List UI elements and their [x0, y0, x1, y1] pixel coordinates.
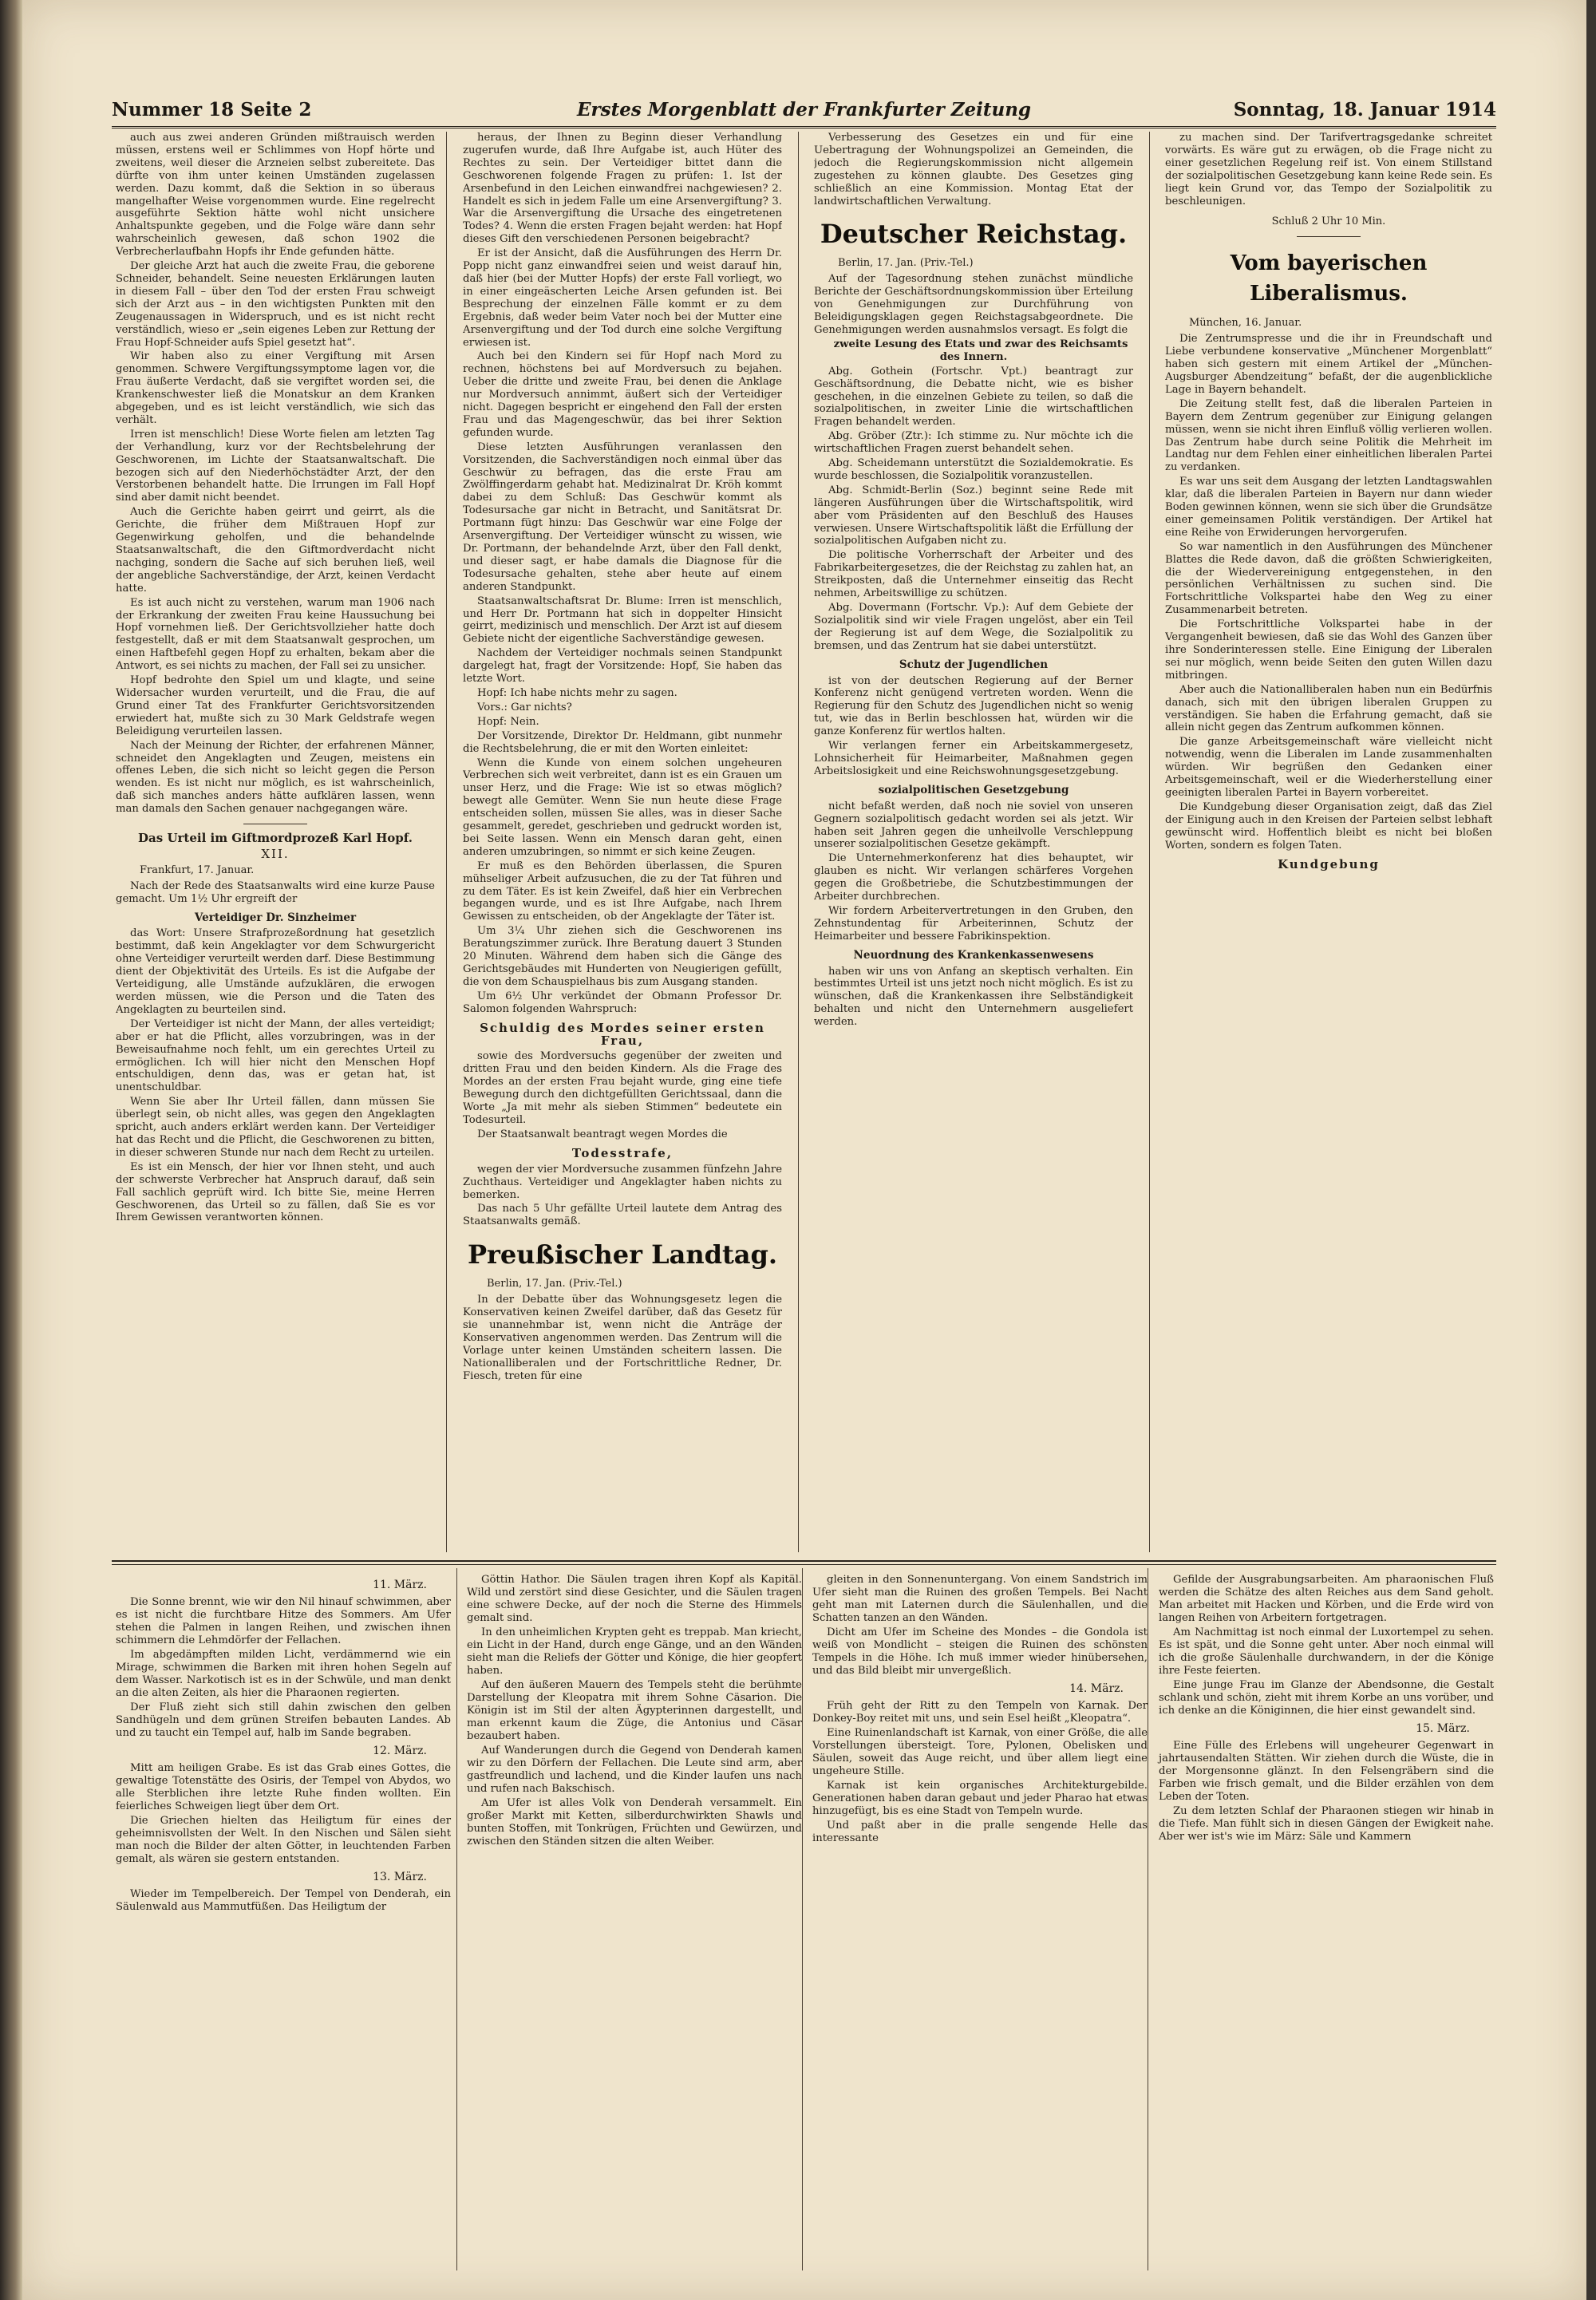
article-paragraph: nicht befaßt werden, daß noch nie soviel von unseren Gegnern sozialpolitisch gedacht worden sei als jetzt. Wir haben seit Jahren gegen die unheilvolle Verschleppung unserer sozialpolitischen Gesetze gekämpft.: [814, 800, 1133, 851]
article-paragraph: Auf der Tagesordnung stehen zunächst mündliche Berichte der Geschäftsordnungskommission über Erteilung von Genehmigungen zur Durchführung von Beleidigungsklagen gegen Reichstagsabgeordnete. Die Genehmigungen werden ausnahmslos versagt. Es folgt die: [814, 273, 1133, 336]
article-paragraph: Das nach 5 Uhr gefällte Urteil lautete dem Antrag des Staatsanwalts gemäß.: [463, 1203, 782, 1228]
article-paragraph: Wenn die Kunde von einem solchen ungeheuren Verbrechen sich weit verbreitet, dann ist es ein Grauen um unser Herz, und die Frage: Wie ist so etwas möglich? bewegt alle Gemüter. Wenn Sie nun heute diese Frage entscheiden sollen, müssen Sie alles, was in dieser Sache gesammelt, geredet, geschrieben und gedruckt worden ist, bei Seite lassen. Wenn ein Mensch daran geht, einen anderen umzubringen, so nimmt er sich keine Zeugen.: [463, 757, 782, 858]
dateline: Berlin, 17. Jan. (Priv.-Tel.): [838, 257, 974, 270]
article-paragraph: Verbesserung des Gesetzes ein und für eine Uebertragung der Wohnungspolizei an Gemeinden, die jedoch die Regierungskommission nicht allgemein zugestehen zu können glaubte. Des Gesetzes ging schließlich an eine Kommission. Montag Etat der landwirtschaftlichen Verwaltung.: [814, 132, 1133, 207]
page-edge: [0, 0, 22, 2300]
article-subhead: Kundgebung: [1278, 856, 1380, 871]
article-paragraph: Vors.: Gar nichts?: [477, 701, 572, 713]
article-paragraph: Auch bei den Kindern sei für Hopf nach Mord zu rechnen, höchstens bei auf Mordversuch zu bejahen. Ueber die dritte und zweite Frau, bei denen die Anklage nur Mordversuch annimmt, äußert sich der Verteidiger nicht. Dagegen bespricht er eingehend den Fall der ersten Frau und das Magengeschwür, das bei ihrer Sektion gefunden wurde.: [463, 350, 782, 439]
feuilleton-paragraph: gleiten in den Sonnenuntergang. Von einem Sandstrich im Ufer sieht man die Ruinen des großen Tempels. Bei Nacht geht man mit Laternen durch die Säulenhallen, und die Schatten tanzen an den Wänden.: [812, 1574, 1148, 1624]
speaker-heading: Verteidiger Dr. Sinzheimer: [194, 911, 357, 924]
article-paragraph: Die Kundgebung dieser Organisation zeigt, daß das Ziel der Einigung auch in den Kreisen der Parteien selbst lebhaft gewünscht wird. Hoffentlich bleibt es nicht bei bloßen Worten, sondern es folgen Taten.: [1165, 800, 1492, 852]
column-4: [1165, 132, 1492, 1552]
article-paragraph: Er ist der Ansicht, daß die Ausführungen des Herrn Dr. Popp nicht ganz einwandfrei seien und weist darauf hin, daß hier (bei der Mutter Hopfs) der erste Fall vorliegt, wo in einer eingeäscherten Leiche Arsen gefunden ist. Bei Besprechung der einzelnen Fälle kommt er zu dem Ergebnis, daß weder beim Vater noch bei der Mutter eine Arsenvergiftung und der Tod durch eine solche Vergiftung erwiesen ist.: [463, 247, 782, 349]
article-paragraph: heraus, der Ihnen zu Beginn dieser Verhandlung zugerufen wurde, daß Ihre Aufgabe ist, auch Hüter des Rechtes zu sein. Der Verteidiger bittet dann die Geschworenen folgende Fragen zu prüfen: 1. Ist der Arsenbefund in den Leichen einwandfrei nachgewiesen? 2. Handelt es sich in jedem Falle um eine Arsenvergiftung? 3. War die Arsenvergiftung die Ursache des eingetretenen Todes? 4. Wenn die ersten Fragen bejaht werden: hat Hopf dieses Gift den verschiedenen Personen beigebracht?: [463, 132, 782, 246]
verdict-heading: Schuldig des Mordes seiner ersten Frau,: [480, 1020, 765, 1048]
article-paragraph: das Wort: Unsere Strafprozeßordnung hat gesetzlich bestimmt, daß kein Angeklagter vor dem Schwurgericht ohne Verteidiger verurteilt werden darf. Diese Bestimmung dient der Objektivität des Urteils. Es ist die Aufgabe der Verteidigung, alle Umstände aufzuklären, die erwogen werden müssen, wie die Person und die Taten des Angeklagten zu beurteilen sind.: [116, 927, 435, 1016]
feuilleton-paragraph: Karnak ist kein organisches Architekturgebilde. Generationen haben daran gebaut und jeder Pharao hat etwas hinzugefügt, bis es eine Stadt von Tempeln wurde.: [812, 1780, 1148, 1817]
dateline: Frankfurt, 17. Januar.: [140, 863, 255, 876]
feuilleton-paragraph: Zu dem letzten Schlaf der Pharaonen stiegen wir hinab in die Tiefe. Man fühlt sich in diesen Gängen der Ewigkeit nahe. Aber wer ist's wie im März: Säle und Kammern: [1159, 1805, 1494, 1843]
article-subhead: sozialpolitischen Gesetzgebung: [878, 783, 1069, 796]
article-subhead: Schutz der Jugendlichen: [899, 658, 1049, 671]
masthead: [112, 94, 1496, 128]
feuilleton-paragraph: Die Griechen hielten das Heiligtum für eines der geheimnisvollsten der Welt. In den Nischen und Sälen sieht man noch die Bilder der alten Götter, in leuchtenden Farben gemalt, als wären sie gestern entstanden.: [116, 1815, 451, 1865]
feuilleton-paragraph: Und paßt aber in die pralle sengende Helle das interessante: [812, 1820, 1148, 1844]
feuilleton-paragraph: Dicht am Ufer im Scheine des Mondes – die Gondola ist weiß von Mondlicht – steigen die Ruinen des schönsten Tempels in die Höhe. Ich muß immer wieder hinübersehen, und das Bild bleibt mir unvergeßlich.: [812, 1626, 1148, 1677]
feuilleton-paragraph: Eine junge Frau im Glanze der Abendsonne, die Gestalt schlank und schön, zieht mit ihrem Korbe an uns vorüber, und ich denke an die Königinnen, die hier einst gewandelt sind.: [1159, 1679, 1494, 1717]
feuilleton-paragraph: In den unheimlichen Krypten geht es treppab. Man kriecht, ein Licht in der Hand, durch enge Gänge, und an den Wänden sieht man die Reliefs der Götter und Könige, die hier geopfert haben.: [467, 1626, 802, 1677]
feuilleton-paragraph: Mitt am heiligen Grabe. Es ist das Grab eines Gottes, die gewaltige Totenstätte des Osiris, der Tempel von Abydos, wo alle Sterblichen ihre letzte Ruhe finden wollten. Ein feierliches Schweigen liegt über dem Ort.: [116, 1762, 451, 1812]
masthead-issue: Nummer 18 Seite 2: [112, 99, 312, 121]
feuilleton-column-3: [812, 1574, 1148, 1847]
feuilleton-paragraph: Die Sonne brennt, wie wir den Nil hinauf schwimmen, aber es ist nicht die furchtbare Hitze des Sommers. Am Ufer stehen die Palmen in langen Reihen, und zwischen ihnen schimmern die Lehmdörfer der Fellachen.: [116, 1596, 451, 1646]
article-subhead: Das Urteil im Giftmordprozeß Karl Hopf.: [138, 831, 413, 846]
section-headline: Preußischer Landtag.: [467, 1239, 778, 1271]
article-paragraph: Es war uns seit dem Ausgang der letzten Landtagswahlen klar, daß die liberalen Parteien in Bayern nur dann wieder Boden gewinnen können, wenn sie sich über die Grundsätze einer gemeinsamen Politik verständigen. Der Artikel hat eine Reihe von Erwiderungen hervorgerufen.: [1165, 476, 1492, 539]
article-subhead: zweite Lesung des Etats und zwar des Reichsamts des Innern.: [833, 338, 1128, 363]
article-paragraph: Die Zeitung stellt fest, daß die liberalen Parteien in Bayern dem Zentrum gegenüber zur Einigung gelangen müssen, wenn sie nicht ihren Einfluß völlig verlieren wollen. Das Zentrum habe durch seine Politik die Mehrheit im Landtag nur dem Fehlen einer einheitlichen liberalen Partei zu verdanken.: [1165, 397, 1492, 474]
feuilleton-paragraph: Am Ufer ist alles Volk von Denderah versammelt. Ein großer Markt mit Ketten, silberdurchwirkten Shawls und bunten Stoffen, mit Tonkrügen, Früchten und Gewürzen, und zwischen den Ständen sitzen die alten Weiber.: [467, 1797, 802, 1848]
feuilleton-paragraph: Auf Wanderungen durch die Gegend von Denderah kamen wir zu den Dörfern der Fellachen. Die Leute sind arm, aber gastfreundlich und lachend, und die Kinder laufen uns nach und rufen nach Bakschisch.: [467, 1745, 802, 1795]
article-paragraph: Es ist ein Mensch, der hier vor Ihnen steht, und auch der schwerste Verbrecher hat Anspruch darauf, daß sein Fall sachlich geprüft wird. Ich bitte Sie, meine Herren Geschworenen, das Urteil so zu fällen, daß Sie es vor Ihrem Gewissen verantworten können.: [116, 1160, 435, 1224]
column-rule: [802, 1568, 803, 2270]
masthead-date: Sonntag, 18. Januar 1914: [1233, 99, 1496, 121]
feuilleton-paragraph: Früh geht der Ritt zu den Tempeln von Karnak. Der Donkey-Boy reitet mit uns, und sein Esel heißt „Kleopatra“.: [812, 1700, 1148, 1725]
dateline: München, 16. Januar.: [1189, 317, 1302, 330]
article-paragraph: Nach der Meinung der Richter, der erfahrenen Männer, schneidet den Angeklagten und Zeugen, meistens ein offenes Leben, die sich nicht so leicht gegen die Person wenden. Es ist nicht nur möglich, es ist wahrscheinlich, daß sich manches anders hätte aufklären lassen, wenn man damals den Sachen genauer nachgegangen wäre.: [116, 739, 435, 816]
article-paragraph: Aber auch die Nationalliberalen haben nun ein Bedürfnis danach, sich mit den übrigen liberalen Gruppen zu verständigen. Sie haben die Erfahrung gemacht, daß sie allein nicht gegen das Zentrum aufkommen können.: [1165, 683, 1492, 734]
article-paragraph: Wir verlangen ferner ein Arbeitskammergesetz, Lohnsicherheit für Heimarbeiter, Maßnahmen gegen Arbeitslosigkeit und eine Reichswohnungsgesetzgebung.: [814, 740, 1133, 777]
article-paragraph: Wir fordern Arbeitervertretungen in den Gruben, den Zehnstundentag für Arbeiterinnen, Schutz der Heimarbeiter und bessere Fabrikinspektion.: [814, 904, 1133, 943]
feuilleton-paragraph: Eine Fülle des Erlebens will ungeheurer Gegenwart in jahrtausendalten Stätten. Wir ziehen durch die Wüste, die in der Morgensonne glänzt. In den Felsengräbern sind die Farben wie frisch gemalt, und die Bilder erzählen von dem Leben der Toten.: [1159, 1740, 1494, 1803]
article-paragraph: Auch die Gerichte haben geirrt und geirrt, als die Gerichte, die früher dem Mißtrauen Hopf zur Gegenwirkung geholfen, und die behandelnde Staatsanwaltschaft, die den Giftmordverdacht nicht nachging, sondern die Sache auf sich beruhen ließ, weil der angebliche Sachverständige, der Arzt, keinen Verdacht hatte.: [116, 506, 435, 595]
article-paragraph: Die Unternehmerkonferenz hat dies behauptet, wir glauben es nicht. Wir verlangen schärferes Vorgehen gegen die Großbetriebe, die Schutzbestimmungen der Arbeiter durchbrechen.: [814, 852, 1133, 903]
column-2: [463, 132, 782, 1552]
sentence-heading: Todesstrafe,: [571, 1145, 674, 1160]
feuilleton-column-2: [467, 1574, 802, 1850]
article-paragraph: Abg. Scheidemann unterstützt die Sozialdemokratie. Es wurde beschlossen, die Sozialpolitik voranzustellen.: [814, 457, 1133, 482]
article-paragraph: Diese letzten Ausführungen veranlassen den Vorsitzenden, die Sachverständigen noch einmal über das Geschwür zu befragen, das die erste Frau am Zwölffingerdarm gehabt hat. Medizinalrat Dr. Kröh kommt dabei zu dem Schluß: Das Geschwür kommt als Todesursache gar nicht in Betracht, und Sanitätsrat Dr. Portmann fügt hinzu: Das Geschwür war eine Folge der Arsenvergiftung. Der Verteidiger wünscht zu wissen, wie Dr. Portmann, der behandelnde Arzt, über den Fall denkt, und dieser sagt, er habe damals die Diagnose für die Todesursache gehalten, stehe aber heute auf einem anderen Standpunkt.: [463, 441, 782, 593]
article-paragraph: wegen der vier Mordversuche zusammen fünfzehn Jahre Zuchthaus. Verteidiger und Angeklagter haben nichts zu bemerken.: [463, 1163, 782, 1201]
article-paragraph: Der Verteidiger ist nicht der Mann, der alles verteidigt; aber er hat die Pflicht, alles vorzubringen, was in der Beweisaufnahme noch fehlt, um ein gerechtes Urteil zu ermöglichen. Ich will hier nicht den Menschen Hopf entschuldigen, denn das, was er getan hat, ist unentschuldbar.: [116, 1018, 435, 1094]
article-paragraph: auch aus zwei anderen Gründen mißtrauisch werden müssen, erstens weil er Schlimmes von Hopf hörte und zweitens, weil dieser die Arzneien selbst zubereitete. Das dürfte von ihm unter keinen Umständen zugelassen werden. Dazu kommt, daß die Sektion in so überaus mangelhafter Weise vorgenommen wurde. Eine regelrecht ausgeführte Sektion hätte wohl nicht unsichere Anhaltspunkte gegeben, und die Folge wäre dann sehr wahrscheinlich gewesen, daß schon 1902 die Verbrecherlaufbahn Hopfs ihr Ende gefunden hätte.: [116, 132, 435, 259]
article-paragraph: Abg. Schmidt-Berlin (Soz.) beginnt seine Rede mit längeren Ausführungen über die Wirtschaftspolitik, wird aber vom Präsidenten auf den Beschluß des Hauses verwiesen. Unsere Wirtschaftspolitik läßt die Erfüllung der sozialpolitischen Aufgaben nicht zu.: [814, 484, 1133, 547]
article-paragraph: Der Staatsanwalt beantragt wegen Mordes die: [477, 1128, 728, 1140]
divider: [1297, 236, 1361, 237]
article-paragraph: Abg. Dovermann (Fortschr. Vp.): Auf dem Gebiete der Sozialpolitik sind wir viele Fragen ungelöst, aber ein Teil der Regierung ist auf dem Wege, die Sozialpolitik zu bremsen, und das Zentrum hat sie dabei unterstützt.: [814, 602, 1133, 652]
diary-date: 11. März.: [373, 1579, 427, 1591]
section-headline: Deutscher Reichstag.: [820, 219, 1128, 250]
feuilleton-paragraph: Eine Ruinenlandschaft ist Karnak, von einer Größe, die alle Vorstellungen übersteigt. Tore, Pylonen, Obelisken und Säulen, soweit das Auge reicht, und über allem liegt eine ungeheure Stille.: [812, 1727, 1148, 1777]
feuilleton-rule: [112, 1564, 1496, 1565]
article-paragraph: Die ganze Arbeitsgemeinschaft wäre vielleicht nicht notwendig, wenn die Liberalen im Lande zusammenhalten würden. Wir begrüßen den Gedanken einer Arbeitsgemeinschaft, weil er die Wiederherstellung einer geeinigten liberalen Partei in Bayern vorbereitet.: [1165, 736, 1492, 799]
article-paragraph: Hopf bedrohte den Spiel um und klagte, und seine Widersacher wurden verurteilt, und die Frau, die auf Grund einer Tat des Frankfurter Gerichtsvorsitzenden erwiedert hat, mußte sich zu 30 Mark Geldstrafe wegen Beleidigung verurteilen lassen.: [116, 674, 435, 737]
article-paragraph: Der gleiche Arzt hat auch die zweite Frau, die geborene Schneider, behandelt. Seine neuesten Erklärungen lauten in diesem Fall – über den Tod der ersten Frau schweigt sich der Arzt aus – in den wichtigsten Punkten mit den Zeugenaussagen in Widerspruch, und es ist nicht recht verständlich, wieso er „sein eigenes Leben zur Rettung der Frau Hopf-Schneider aufs Spiel gesetzt hat“.: [116, 260, 435, 349]
feuilleton-paragraph: Göttin Hathor. Die Säulen tragen ihren Kopf als Kapitäl. Wild und zerstört sind diese Gesichter, und die Säulen tragen eine schwere Decke, auf der noch die Sterne des Himmels gemalt sind.: [467, 1574, 802, 1624]
article-paragraph: Es ist auch nicht zu verstehen, warum man 1906 nach der Erkrankung der zweiten Frau keine Haussuchung bei Hopf vornehmen ließ. Der Gerichtsvollzieher hatte doch festgestellt, daß er mit dem Staatsanwalt gesprochen, um einen Haftbefehl gegen Hopf zu erhalten, bekam aber die Antwort, es sei nichts zu machen, der Fall sei zu unsicher.: [116, 596, 435, 673]
diary-date: 12. März.: [373, 1745, 427, 1757]
article-paragraph: In der Debatte über das Wohnungsgesetz legen die Konservativen keinen Zweifel darüber, daß das Gesetz für sie unannehmbar ist, wenn nicht die Anträge der Konservativen angenommen werden. Das Zentrum will die Vorlage unter keinen Umständen scheitern lassen. Die Nationalliberalen und der Fortschrittliche Redner, Dr. Fiesch, treten für eine: [463, 1294, 782, 1382]
article-paragraph: zu machen sind. Der Tarifvertragsgedanke schreitet vorwärts. Es wäre gut zu erwägen, ob die Frage nicht zu einer gesetzlichen Regelung reif ist. Von einem Stillstand der sozialpolitischen Gesetzgebung kann keine Rede sein. Es liegt kein Grund vor, das Tempo der Sozialpolitik zu beschleunigen.: [1165, 132, 1492, 207]
article-paragraph: So war namentlich in den Ausführungen des Münchener Blattes die Rede davon, daß die größten Schwierigkeiten, die der Wiedervereinigung entgegenstehen, in den persönlichen Verhältnissen zu suchen sind. Die Fortschrittliche Volkspartei habe den Weg zu einer Zusammenarbeit betreten.: [1165, 540, 1492, 617]
feuilleton-column-4: [1159, 1574, 1494, 1845]
article-paragraph: Die Fortschrittliche Volkspartei habe in der Vergangenheit bewiesen, daß sie das Wohl des Ganzen über ihre Sonderinteressen stelle. Eine Einigung der Liberalen sei nur möglich, wenn beide Seiten den guten Willen dazu mitbringen.: [1165, 618, 1492, 682]
article-paragraph: Die politische Vorherrschaft der Arbeiter und des Fabrikarbeitergesetzes, die der Reichstag zu zahlen hat, an Streikposten, daß die Unternehmer einseitig das Recht nehmen, Arbeitswillige zu schützen.: [814, 549, 1133, 600]
article-paragraph: Hopf: Ich habe nichts mehr zu sagen.: [477, 686, 678, 699]
column-rule: [456, 1568, 457, 2270]
feuilleton-paragraph: Gefilde der Ausgrabungsarbeiten. Am pharaonischen Fluß werden die Schätze des alten Reiches aus dem Sand geholt. Man arbeitet mit Hacken und Körben, und die Erde wird von langen Reihen von Arbeitern fortgetragen.: [1159, 1574, 1494, 1624]
masthead-title: Erstes Morgenblatt der Frankfurter Zeitung: [576, 99, 1031, 121]
feuilleton-rule: [112, 1560, 1496, 1562]
article-paragraph: Hopf: Nein.: [477, 715, 539, 728]
feuilleton-column-1: [116, 1574, 451, 1915]
article-paragraph: Er muß es den Behörden überlassen, die Spuren mühseliger Arbeit aufzusuchen, die zu der Tat führen und zu dem Täter. Es ist kein Zweifel, daß hier ein Verbrechen begangen wurde, und es ist Ihre Aufgabe, nach Ihrem Gewissen zu entscheiden, ob der Angeklagte der Täter ist.: [463, 860, 782, 923]
article-paragraph: Wenn Sie aber Ihr Urteil fällen, dann müssen Sie überlegt sein, ob nicht alles, was gegen den Angeklagten spricht, auch anders erklärt werden kann. Der Verteidiger hat das Recht und die Pflicht, die Geschworenen zu bitten, in dieser schweren Stunde nur nach dem Recht zu urteilen.: [116, 1096, 435, 1159]
article-paragraph: Nach der Rede des Staatsanwalts wird eine kurze Pause gemacht. Um 1½ Uhr ergreift der: [116, 879, 435, 905]
diary-date: 14. März.: [1069, 1682, 1124, 1695]
dateline: Berlin, 17. Jan. (Priv.-Tel.): [487, 1278, 622, 1290]
feuilleton-paragraph: Der Fluß zieht sich still dahin zwischen den gelben Sandhügeln und dem grünen Streifen bebauten Landes. Ab und zu taucht ein Tempel auf, halb im Sande begraben.: [116, 1701, 451, 1739]
feuilleton-paragraph: Wieder im Tempelbereich. Der Tempel von Denderah, ein Säulenwald aus Mammutfüßen. Das Heiligtum der: [116, 1888, 451, 1913]
article-paragraph: ist von der deutschen Regierung auf der Berner Konferenz nicht genügend vertreten worden. Wenn die Regierung für den Schutz des Jugendlichen nicht so wenig tut, wie das in Berlin beschlossen hat, würden wir die ganze Konferenz für wertlos halten.: [814, 674, 1133, 738]
article-paragraph: Der Vorsitzende, Direktor Dr. Heldmann, gibt nunmehr die Rechtsbelehrung, die er mit den Worten einleitet:: [463, 729, 782, 755]
article-paragraph: Um 6½ Uhr verkündet der Obmann Professor Dr. Salomon folgenden Wahrspruch:: [463, 990, 782, 1015]
article-paragraph: Abg. Gröber (Ztr.): Ich stimme zu. Nur möchte ich die wirtschaftlichen Fragen zuerst behandelt sehen.: [814, 430, 1133, 456]
column-rule: [446, 132, 447, 1552]
column-rule: [1149, 132, 1150, 1552]
diary-date: 15. März.: [1416, 1722, 1470, 1735]
part-number: XII.: [261, 846, 290, 861]
column-rule: [798, 132, 799, 1552]
article-paragraph: Staatsanwaltschaftsrat Dr. Blume: Irren ist menschlich, und Herr Dr. Portmann hat sich in doppelter Hinsicht geirrt, medizinisch und menschlich. Der Arzt ist auf diesem Gebiete nicht der eigentliche Sachverständige gewesen.: [463, 595, 782, 646]
session-close: Schluß 2 Uhr 10 Min.: [1271, 215, 1386, 228]
article-subhead: Neuordnung des Krankenkassenwesens: [853, 948, 1094, 962]
feuilleton-paragraph: Am Nachmittag ist noch einmal der Luxortempel zu sehen. Es ist spät, und die Sonne geht unter. Aber noch einmal will ich die große Säulenhalle durchwandern, in der die Könige ihre Feste feierten.: [1159, 1626, 1494, 1677]
feuilleton-paragraph: Im abgedämpften milden Licht, verdämmernd wie ein Mirage, schwimmen die Barken mit ihren hohen Segeln auf dem Wasser. Narkotisch ist es in der Schwüle, und man denkt an die alten Zeiten, als hier die Pharaonen regierten.: [116, 1649, 451, 1699]
article-paragraph: Abg. Gothein (Fortschr. Vpt.) beantragt zur Geschäftsordnung, die Debatte nicht, wie es bisher geschehen, in die einzelnen Gebiete zu teilen, so daß die sozialpolitischen, in zweiter Linie die wirtschaftlichen Fragen behandelt werden.: [814, 365, 1133, 429]
article-paragraph: Die Zentrumspresse und die ihr in Freundschaft und Liebe verbundene konservative „Münchener Morgenblatt“ haben sich gestern mit einem Artikel der „München-Augsburger Abendzeitung“ befaßt, der die augenblickliche Lage in Bayern behandelt.: [1165, 333, 1492, 396]
feuilleton-paragraph: Auf den äußeren Mauern des Tempels steht die berühmte Darstellung der Kleopatra mit ihrem Sohne Cäsarion. Die Königin ist im Stil der alten Ägypterinnen dargestellt, und man erkennt kaum die Züge, die Antonius und Cäsar bezaubert haben.: [467, 1679, 802, 1742]
column-3: [814, 132, 1133, 1552]
diary-date: 13. März.: [373, 1871, 427, 1883]
article-paragraph: Irren ist menschlich! Diese Worte fielen am letzten Tag der Verhandlung, kurz vor der Rechtsbelehrung der Geschworenen, im Lichte der Staatsanwaltschaft. Die bezogen sich auf den Niederhöchstädter Arzt, der den Verstorbenen behandelt hatte. Die Irrungen im Fall Hopf sind aber damit nicht beendet.: [116, 428, 435, 504]
article-paragraph: Um 3¼ Uhr ziehen sich die Geschworenen ins Beratungszimmer zurück. Ihre Beratung dauert 3 Stunden 20 Minuten. Während dem haben sich die Gänge des Gerichtsgebäudes mit Hunderten von Neugierigen gefüllt, die von dem Schauspielhaus bis zum Ausgang standen.: [463, 925, 782, 988]
column-1: [116, 132, 435, 1552]
article-paragraph: Nachdem der Verteidiger nochmals seinen Standpunkt dargelegt hat, fragt der Vorsitzende: Hopf, Sie haben das letzte Wort.: [463, 647, 782, 686]
article-paragraph: sowie des Mordversuchs gegenüber der zweiten und dritten Frau und den beiden Kindern. Als die Frage des Mordes an der ersten Frau bejaht wurde, ging eine tiefe Bewegung durch den dichtgefüllten Gerichtssaal, dann die Worte „Ja mit mehr als sieben Stimmen“ bedeutete ein Todesurteil.: [463, 1050, 782, 1126]
section-headline: Vom bayerischen Liberalismus.: [1230, 251, 1428, 306]
article-paragraph: haben wir uns von Anfang an skeptisch verhalten. Ein bestimmtes Urteil ist uns jetzt noch nicht möglich. Es ist zu wünschen, daß die Krankenkassen ihre Selbständigkeit behalten und nicht den Unternehmern ausgeliefert werden.: [814, 965, 1133, 1029]
article-paragraph: Wir haben also zu einer Vergiftung mit Arsen genommen. Schwere Vergiftungssymptome lagen vor, die Frau äußerte Verdacht, daß sie vergiftet worden sei, die Krankenschwester ließ die Monatskur an dem Kranken abgegeben, und es ist leicht verständlich, wie sich das verhält.: [116, 350, 435, 426]
